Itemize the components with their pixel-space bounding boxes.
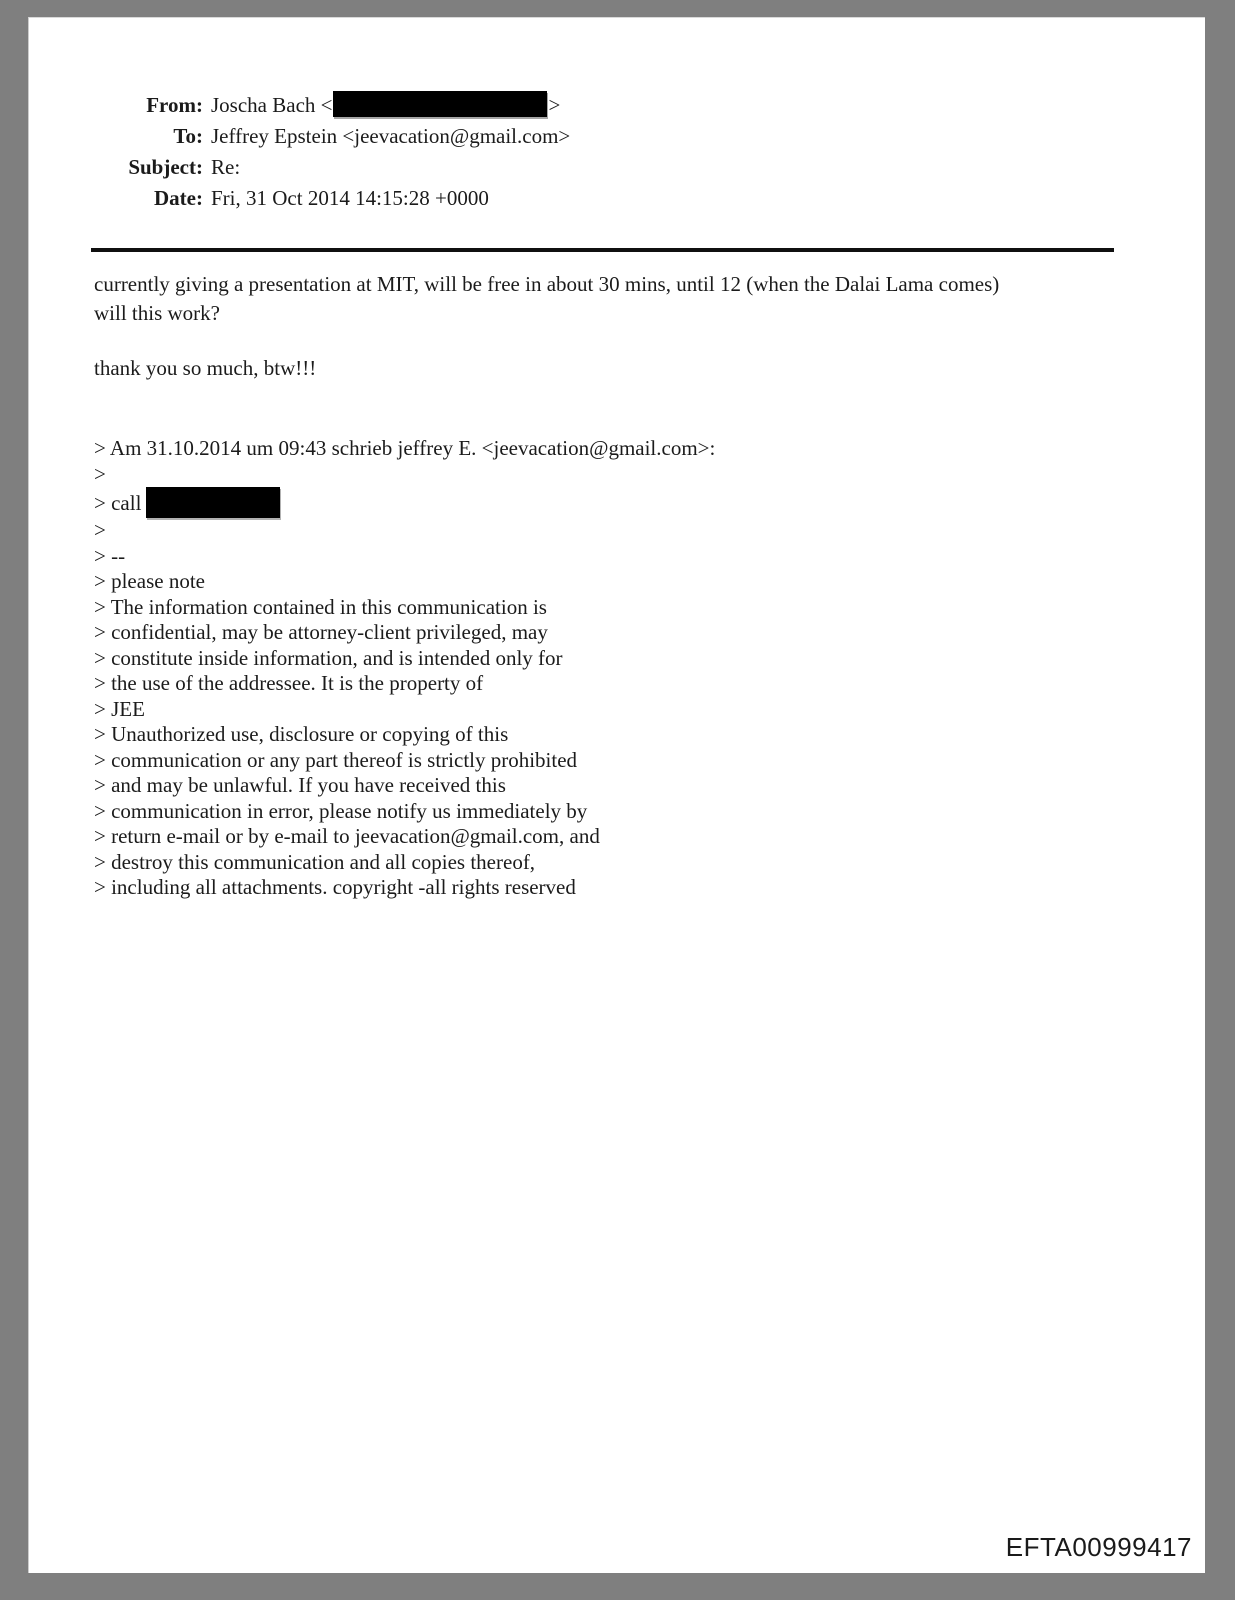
from-name: Joscha Bach < [211,93,333,117]
quote-disclaimer-line: > please note [94,569,205,593]
email-header [29,90,1205,214]
header-value-date: Fri, 31 Oct 2014 14:15:28 +0000 [211,186,489,210]
header-label-from: From: [146,93,203,117]
quote-call-prefix: > call [94,491,142,515]
quoted-reply-block [94,436,1165,901]
quote-intro-line: > Am 31.10.2014 um 09:43 schrieb jeffrey E. <jeevacation@gmail.com>: [94,436,716,460]
bates-number: EFTA00999417 [1005,1532,1192,1562]
body-line: currently giving a presentation at MIT, will be free in about 30 mins, until 12 (when the Dalai Lama comes) [94,272,1000,296]
quote-separator-line: > -- [94,543,126,568]
body-line: will this work? [94,301,220,325]
header-row-subject [29,152,1205,183]
quote-call-line [94,487,1165,518]
quote-disclaimer-line: > communication or any part thereof is strictly prohibited [94,747,578,772]
quote-disclaimer-line: > communication in error, please notify us immediately by [94,798,588,823]
quote-empty-line: > [94,461,106,486]
header-row-to [29,121,1205,152]
from-suffix: > [548,93,561,117]
quote-disclaimer-line: > and may be unlawful. If you have received this [94,773,506,797]
quote-disclaimer-line: > Unauthorized use, disclosure or copying of this [94,722,509,746]
header-value-subject: Re: [211,155,241,179]
quote-empty-line: > [94,518,106,542]
header-row-date [29,183,1205,214]
header-row-from [29,90,1205,121]
body-line: thank you so much, btw!!! [94,356,317,380]
document-page [28,17,1205,1573]
quote-disclaimer-line: > JEE [94,696,145,721]
header-value-from [203,90,560,121]
quote-disclaimer-line: > constitute inside information, and is intended only for [94,645,563,670]
email-body-paragraph-2 [94,354,1165,383]
header-divider-rule [91,248,1114,252]
redaction-bar-from-address [333,91,547,117]
header-value-to: Jeffrey Epstein <jeevacation@gmail.com> [211,124,571,148]
redaction-bar-phone-number [146,487,280,518]
quote-disclaimer-line: > destroy this communication and all copies thereof, [94,849,536,874]
quote-disclaimer-line: > including all attachments. copyright -all rights reserved [94,875,576,899]
header-label-to: To: [173,124,203,148]
quote-disclaimer-line: > The information contained in this communication is [94,594,547,619]
quote-disclaimer-line: > the use of the addressee. It is the property of [94,671,484,695]
header-label-subject: Subject: [128,155,203,179]
email-body-paragraph-1 [94,270,1165,328]
quote-disclaimer-line: > return e-mail or by e-mail to jeevacation@gmail.com, and [94,824,600,848]
quote-disclaimer-line: > confidential, may be attorney-client privileged, may [94,620,548,644]
header-label-date: Date: [154,186,203,210]
